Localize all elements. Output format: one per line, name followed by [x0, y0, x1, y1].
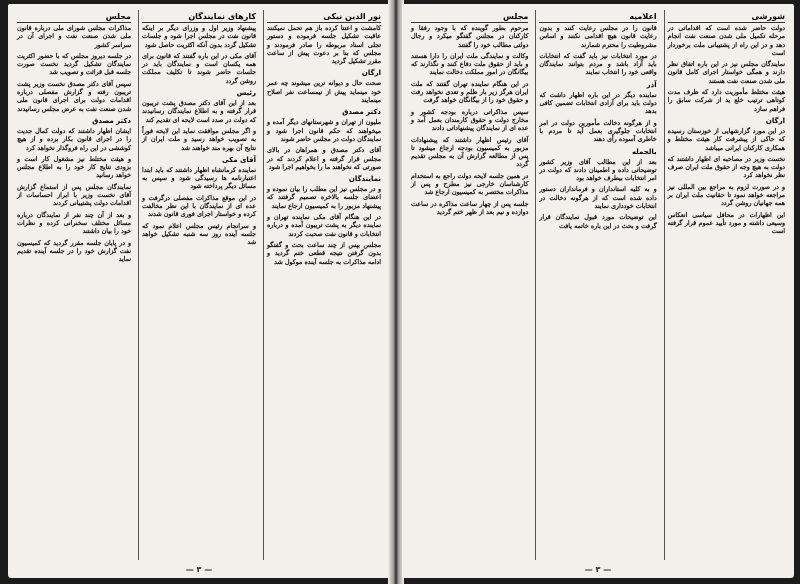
paragraph: بعد از این مطالب آقای وزیر کشور توضیحاتی داده و اطمینان دادند که دولت در امر انتخابات بیطرف خواهد بود — [539, 158, 657, 183]
paragraph: در این هنگام نماینده تهران گفتند که ملت ایران هرگز زیر بار ظلم و تعدی نخواهد رفت و حقوق خود را از بیگانگان خواهد گرفت — [411, 80, 529, 105]
paragraph: و سرانجام رئیس مجلس اعلام نمود که جلسه آینده روز سه شنبه تشکیل خواهد شد — [142, 222, 256, 247]
column-subheading: ارگان — [765, 116, 785, 125]
paragraph: این توضیحات مورد قبول نمایندگان قرار گرفت و بحث در این باره خاتمه یافت — [539, 214, 657, 230]
paragraph: و در صورت لزوم به مراجع بین المللی نیز مراجعه خواهد نمود تا حقانیت ملت ایران بر همه جهانیان روشن گردد — [667, 183, 785, 208]
paragraph: در این موقع مذاکرات مفصلی درگرفت و عده ای از نمایندگان با این نظر مخالفت کرده و خواستار اجرای فوری قانون شدند — [142, 194, 256, 219]
page-number: — ۳ — — [584, 565, 612, 574]
left-col-c — [14, 10, 134, 560]
paragraph: ملیون از تهران و شهرستانهای دیگر آمده و میخواهند که حکم قانون اجرا شود و نمایندگان دولت در مجلس حاضر شوند — [267, 119, 381, 143]
paragraph: نخست وزیر در مصاحبه ای اظهار داشتند که دولت به هیچ وجه از حقوق ملت ایران صرف نظر نخواهد کرد — [667, 155, 785, 180]
paragraph: هیئت مختلط مأموریت دارد که ظرف مدت کوتاهی ترتیب خلع ید از شرکت سابق را فراهم سازد — [667, 89, 785, 113]
column-subheading: نمایندگان — [348, 175, 381, 184]
column-heading: اعلامیه — [539, 12, 656, 23]
column-heading: مجلس — [411, 12, 528, 23]
paragraph: دولت حاضر شده است که اقداماتی در مرحله تکمیل ملی شدن صنعت نفت انجام دهد و در این راه از پشتیبانی ملت برخوردار است — [667, 25, 785, 57]
left-col-a — [263, 10, 384, 560]
column-heading: نور الدین نیکی — [267, 12, 381, 23]
right-page — [402, 4, 794, 578]
paragraph: و اگر مجلس موافقت نماید این لایحه فوراً به تصویب خواهد رسید و ملت ایران از نتایج آن بهره مند خواهند شد — [142, 127, 256, 152]
column-subheading: دکتر مصدق — [342, 108, 381, 117]
paragraph: این اظهارات در محافل سیاسی انعکاس وسیعی داشته و مورد تأیید عموم قرار گرفته است — [667, 211, 785, 236]
paragraph: در جلسه دیروز مجلس که با حضور اکثریت نمایندگان تشکیل گردید نخست صورت جلسه قبل قرائت و تصویب شد — [17, 52, 131, 77]
right-col-a — [408, 10, 531, 560]
paragraph: مذاکرات مجلس شورای ملی درباره قانون ملی شدن صنعت نفت و اجرای آن در سراسر کشور — [17, 25, 131, 49]
paragraph: و در پایان جلسه مقرر گردید که کمیسیون نفت گزارش خود را در جلسه آینده تقدیم نماید — [17, 239, 131, 264]
paragraph: و در مجلس نیز این مطلب را بیان نموده و اعضای جلسه بالاخره تصمیم گرفتند که پیشنهاد مزبور را به کمیسیون ارجاع نمایند — [267, 186, 381, 210]
right-col-c — [664, 10, 788, 560]
paragraph: نماینده کرمانشاه اظهار داشتند که باید ابتدا اعتبارنامه ها رسیدگی شود و سپس به مسائل دیگر پرداخته شود — [142, 166, 256, 191]
paragraph: مجلس بپس از چند ساعت بحث و گفتگو بدون گرفتن نتیجه قطعی ختم گردید و ادامه مذاکرات به جلسه آینده موکول شد — [267, 241, 381, 266]
paragraph: سپس آقای دکتر مصدق نخست وزیر پشت تریبون رفته و گزارش مفصلی درباره اقدامات دولت برای اجرای قانون ملی شدن صنعت نفت به عرض مجلس رسانیدند — [17, 80, 131, 113]
paragraph: در همین جلسه لایحه دولت راجع به استخدام کارشناسان خارجی نیز مطرح و پس از مذاکرات مختصر به کمیسیون ارجاع شد — [411, 172, 529, 197]
paragraph: پیشنهاد وزیر اول و وزرای دیگر بر اینکه قانون نفت در مجلس اجرا شود و جلسات تشکیل گردد بدون آنکه اکثریت حاصل شود — [142, 25, 256, 49]
paragraph: قانون را در مجلس رعایت کنند و بدون رعایت قانون هیچ اقدامی نکنند و اساس مشروطیت را محترم شمارند — [539, 25, 657, 49]
paragraph: جلسه پس از چهار ساعت مذاکره در ساعت دوازده و نیم بعد از ظهر ختم گردید — [411, 200, 529, 216]
paragraph: و هیئت مختلط نیز مشغول کار است و بزودی نتایج کار خود را به اطلاع مجلس خواهد رسانید — [17, 155, 131, 180]
paragraph: در مورد انتخابات نیز باید گفت که انتخابات باید آزاد باشد و مردم بتوانند نمایندگان واقعی خود را انتخاب نمایند — [539, 52, 657, 77]
column-subheading: رئیس — [236, 89, 256, 98]
paragraph: آقای مکی در این باره گفتند که قانون برای همه یکسان است و نمایندگان باید در جلسات حاضر شوند تا تکلیف مملکت روشن گردد — [142, 52, 256, 85]
paragraph: ایشان اظهار داشتند که دولت کمال جدیت را در اجرای قانون بکار برده و از هیچ کوششی در این راه فروگذار نخواهد کرد — [17, 127, 131, 152]
right-col-b — [535, 10, 659, 560]
paragraph: سپس مذاکراتی درباره بودجه کشور و مخارج دولت و حقوق کارمندان بعمل آمد و عده ای از نمایندگان پیشنهاداتی دادند — [411, 108, 529, 133]
paragraph: نمایندگان مجلس پس از استماع گزارش آقای نخست وزیر با ابراز احساسات از اقدامات دولت پشتیبانی کردند — [17, 183, 131, 208]
column-heading: شورشی — [668, 12, 785, 23]
left-col-b — [138, 10, 259, 560]
column-heading: کارهای نمایندگان — [142, 12, 256, 23]
paragraph: در این مورد گزارشهایی از خوزستان رسیده که حاکی از پیشرفت کار هیئت مختلط و همکاری کارکنان ایرانی میباشد — [667, 127, 785, 152]
paragraph: نمایندگان مجلس نیز در این باره اتفاق نظر دارند و همگی خواستار اجرای کامل قانون ملی شدن صنعت نفت هستند — [667, 61, 785, 85]
left-page-columns — [14, 10, 384, 560]
page-number: — ۳ — — [185, 565, 213, 574]
column-subheading: دکتر مصدق — [92, 116, 131, 125]
column-heading: مجلس — [17, 12, 131, 23]
paragraph: بعد از این آقای دکتر مصدق پشت تریبون قرار گرفته و به اطلاع نمایندگان رسانیدند که دولت در صدد است لایحه ای تقدیم کند — [142, 100, 256, 124]
paragraph: و به کلیه استانداران و فرمانداران دستور داده شده است که از هرگونه دخالت در انتخابات خودداری نمایند — [539, 186, 657, 211]
paragraph: نماینده دیگر در این باره اظهار داشت که دولت باید برای آزادی انتخابات تضمین کافی بدهد — [539, 91, 657, 116]
column-subheading: ارگان — [361, 69, 381, 78]
paragraph: آقای رئیس اظهار داشتند که پیشنهادات مزبور به کمیسیون بودجه ارجاع میشود تا پس از مطالعه گزارش آن به مجلس تقدیم گردد — [411, 136, 529, 169]
right-page-columns — [408, 10, 788, 560]
paragraph: کامشت و اعتنا کرده باز هم تحمل نمیکنند عاقبت تشکیل جلسه فرموده و دستور تجلی اسناد مربوطه را صادر فرمودند و مجلس که بنا بر دعوت پیش از ساعت مقرر تشکیل گردید — [267, 25, 381, 66]
column-subheading: آقای مکی — [222, 155, 256, 164]
paragraph: آقای دکتر مصدق و همراهان در بالای مجلس قرار گرفته و اعلام کردند که در صورتی که نخواهند ما را بخواهیم اجرا شود — [267, 147, 381, 171]
paragraph: وکالت و نمایندگی ملت ایران را دارا هستند و باید از حقوق ملت دفاع کنند و نگذارند که بیگانگان در امور مملکت دخالت نمایند — [411, 52, 529, 77]
column-subheading: بالجمله — [631, 147, 657, 156]
left-page — [8, 4, 390, 578]
paragraph: مرحوم بطور گوینده که با وجود رفقا و کارکنان در مجلس گفتگو میکرد و رجال دولتی مطالب خود را گفتند — [411, 25, 529, 49]
column-subheading: آذر — [646, 80, 657, 89]
paragraph: و از هرگونه دخالت مأمورین دولت در امر انتخابات جلوگیری بعمل آید تا مردم با خاطری آسوده رأی دهند — [539, 119, 657, 144]
paragraph: در این هنگام آقای مکی نماینده تهران و نماینده دیگر به پشت تریبون آمده و درباره انتخابات و قانون نفت صحبت کردند — [267, 214, 381, 238]
paragraph: و بعد از آن چند نفر از نمایندگان درباره مسائل مختلف سخنرانی کرده و نظرات خود را بیان داشتند — [17, 211, 131, 236]
paragraph: صحت حال و دیوانه ترین میشوند چه عمر خود مینماید پیش از نیمساعت نفر اصلاح مینمایند — [267, 80, 381, 105]
